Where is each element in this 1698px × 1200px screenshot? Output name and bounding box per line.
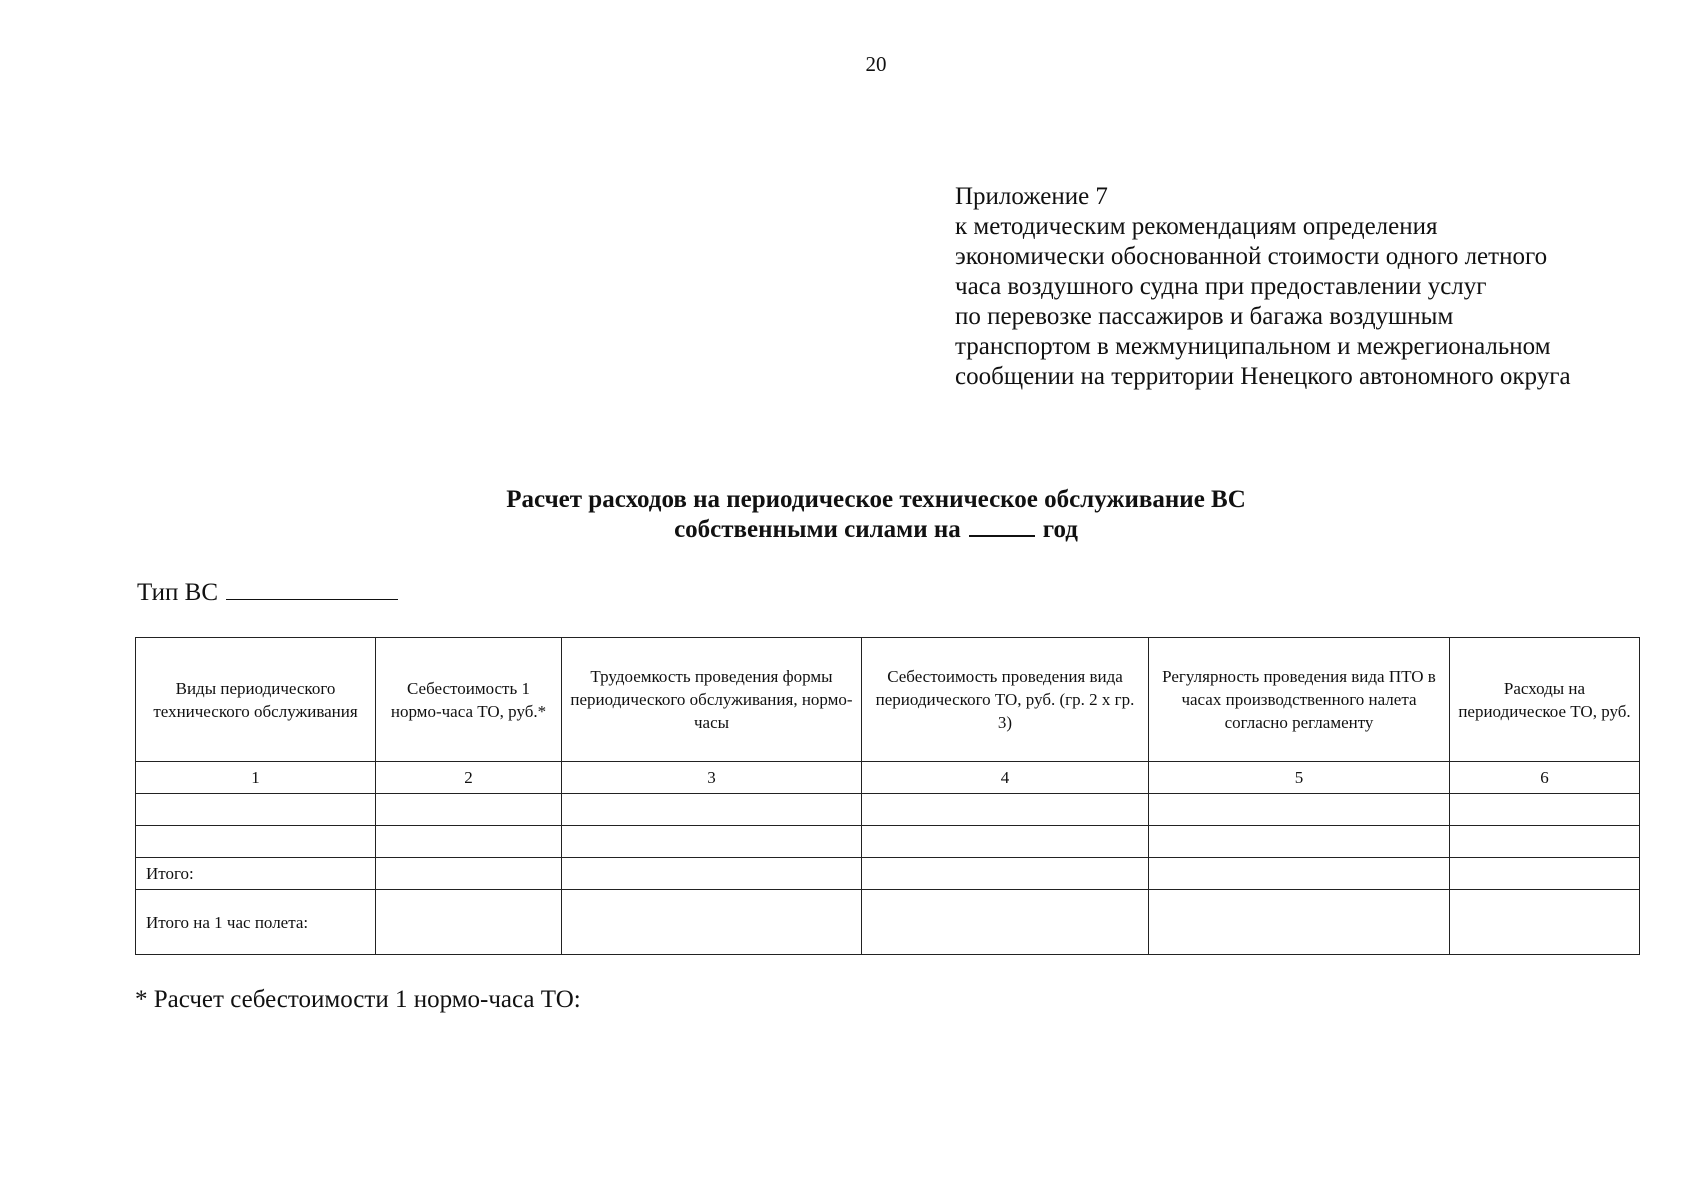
table-cell <box>862 890 1149 955</box>
column-header: Себестоимость 1 нормо-часа ТО, руб.* <box>376 638 562 762</box>
table-cell <box>1149 890 1450 955</box>
column-header: Трудоемкость проведения формы периодического обслуживания, нормо-часы <box>562 638 862 762</box>
column-number: 3 <box>562 762 862 794</box>
table-cell <box>862 858 1149 890</box>
appendix-line: часа воздушного судна при предоставлении услуг <box>955 273 1487 300</box>
aircraft-type-label: Тип ВС <box>137 579 219 606</box>
table-cell <box>562 858 862 890</box>
appendix-block <box>955 182 1571 392</box>
table-cell <box>562 794 862 826</box>
column-number: 1 <box>136 762 376 794</box>
year-blank-field <box>969 515 1035 537</box>
title-line-2-suffix: год <box>1042 516 1078 543</box>
per-flight-hour-label: Итого на 1 час полета: <box>136 890 376 955</box>
table-cell <box>376 890 562 955</box>
column-number: 2 <box>376 762 562 794</box>
table-cell <box>862 826 1149 858</box>
table-cell <box>1450 826 1640 858</box>
document-title <box>0 485 1698 545</box>
column-number: 6 <box>1450 762 1640 794</box>
column-header: Регулярность проведения вида ПТО в часах производственного налета согласно регламенту <box>1149 638 1450 762</box>
column-number: 5 <box>1149 762 1450 794</box>
appendix-line: экономически обоснованной стоимости одного летного <box>955 243 1548 270</box>
table-cell <box>376 794 562 826</box>
table-row <box>136 826 1640 858</box>
aircraft-type-blank-field <box>226 577 398 600</box>
column-header: Виды периодического технического обслуживания <box>136 638 376 762</box>
table-row <box>136 794 1640 826</box>
total-row <box>136 858 1640 890</box>
table-cell <box>136 794 376 826</box>
table-cell <box>1149 858 1450 890</box>
table-cell <box>376 858 562 890</box>
maintenance-cost-table <box>135 637 1640 955</box>
table-cell <box>862 794 1149 826</box>
per-flight-hour-row <box>136 890 1640 955</box>
appendix-line: к методическим рекомендациям определения <box>955 213 1438 240</box>
table-cell <box>1149 826 1450 858</box>
appendix-line: Приложение 7 <box>955 183 1108 210</box>
title-line-1: Расчет расходов на периодическое техническое обслуживание ВС <box>506 486 1246 513</box>
column-number-row <box>136 762 1640 794</box>
table-cell <box>1149 794 1450 826</box>
footnote: * Расчет себестоимости 1 нормо-часа ТО: <box>135 986 581 1013</box>
appendix-line: по перевозке пассажиров и багажа воздушным <box>955 303 1454 330</box>
table-cell <box>1450 890 1640 955</box>
table-cell <box>1450 794 1640 826</box>
page-number: 20 <box>865 52 887 76</box>
aircraft-type-line <box>137 577 398 608</box>
total-label: Итого: <box>136 858 376 890</box>
title-line-2-prefix: собственными силами на <box>674 516 961 543</box>
column-header: Себестоимость проведения вида периодического ТО, руб. (гр. 2 х гр. 3) <box>862 638 1149 762</box>
column-number: 4 <box>862 762 1149 794</box>
table-cell <box>562 826 862 858</box>
appendix-line: сообщении на территории Ненецкого автономного округа <box>955 363 1571 390</box>
table-cell <box>1450 858 1640 890</box>
column-header: Расходы на периодическое ТО, руб. <box>1450 638 1640 762</box>
table-cell <box>136 826 376 858</box>
table-header-row <box>136 638 1640 762</box>
table-cell <box>562 890 862 955</box>
appendix-line: транспортом в межмуниципальном и межрегиональном <box>955 333 1551 360</box>
table-cell <box>376 826 562 858</box>
title-line-2 <box>0 515 1698 545</box>
